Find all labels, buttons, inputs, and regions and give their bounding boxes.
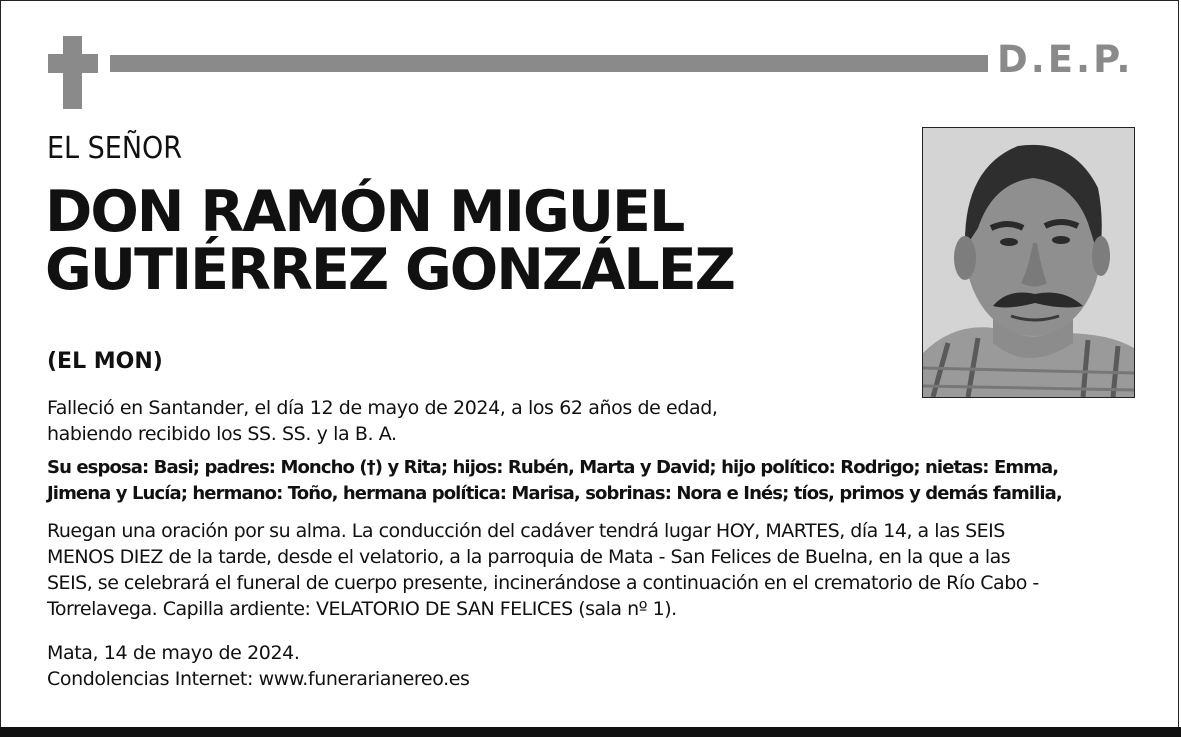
honorific: EL SEÑOR (47, 131, 183, 166)
bottom-bar (0, 727, 1181, 737)
paragraph-line: Jimena y Lucía; hermano: Toño, hermana política: Marisa, sobrinas: Nora e Inés; tíos, primos y demás familia, (47, 483, 1062, 504)
dep-label: D.E.P. (997, 38, 1134, 81)
deceased-name (45, 179, 734, 303)
date-place-line: Mata, 14 de mayo de 2024. (47, 642, 300, 664)
portrait-illustration (923, 128, 1134, 397)
cross-horizontal-bar (48, 54, 98, 73)
condolences-line: Condolencias Internet: www.funerarianereo.es (47, 668, 470, 690)
name-line-1: DON RAMÓN MIGUEL (45, 179, 684, 245)
paragraph-line: Ruegan una oración por su alma. La conducción del cadáver tendrá lugar HOY, MARTES, día 14, a las SEIS (47, 520, 1005, 542)
death-paragraph (47, 395, 827, 447)
nickname: (EL MON) (47, 349, 163, 374)
paragraph-line: habiendo recibido los SS. SS. y la B. A. (47, 423, 397, 445)
name-line-2: GUTIÉRREZ GONZÁLEZ (45, 237, 734, 303)
header-rule (110, 55, 988, 72)
paragraph-line: Su esposa: Basi; padres: Moncho (†) y Rita; hijos: Rubén, Marta y David; hijo político: Rodrigo; nietas: Emma, (47, 457, 1059, 478)
ceremony-paragraph (47, 518, 1147, 622)
portrait-photo (922, 127, 1135, 398)
paragraph-line: Falleció en Santander, el día 12 de mayo de 2024, a los 62 años de edad, (47, 397, 718, 419)
paragraph-line: MENOS DIEZ de la tarde, desde el velatorio, a la parroquia de Mata - San Felices de Buelna, en la que a las (47, 546, 1011, 568)
paragraph-line: SEIS, se celebrará el funeral de cuerpo presente, incinerándose a continuación en el crematorio de Río Cabo - (47, 572, 1039, 594)
paragraph-line: Torrelavega. Capilla ardiente: VELATORIO DE SAN FELICES (sala nº 1). (47, 598, 677, 620)
family-paragraph (47, 455, 1137, 507)
closing-paragraph (47, 640, 747, 692)
